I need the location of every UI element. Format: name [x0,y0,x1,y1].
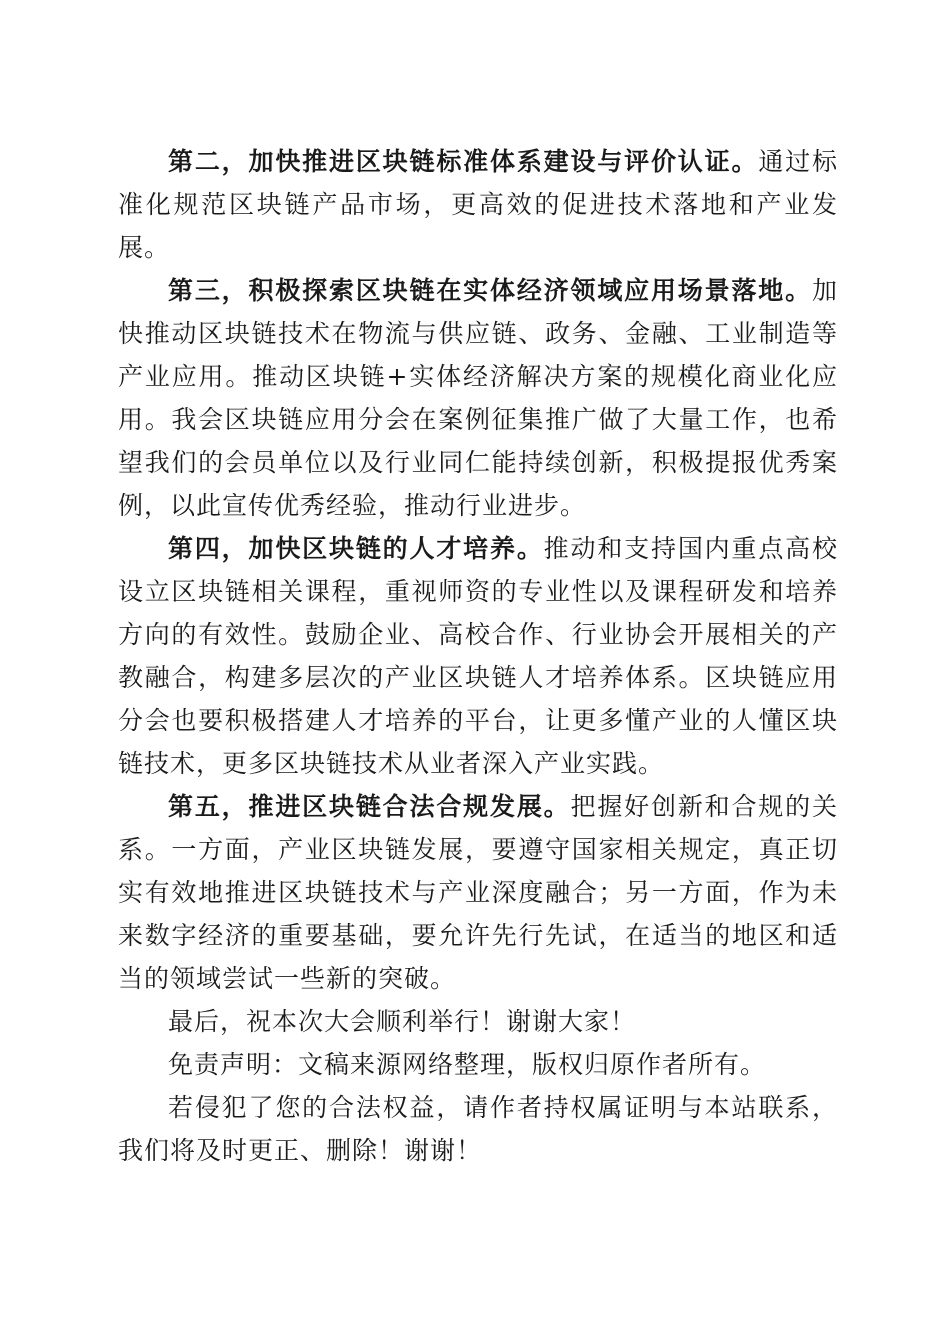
paragraph-closing [118,1000,838,1043]
paragraph-third-point [118,269,838,527]
paragraph-text: 推动和支持国内重点高校设立区块链相关课程，重视师资的专业性以及课程研发和培养方向的有效性。鼓励企业、高校合作、行业协会开展相关的产教融合，构建多层次的产业区块链人才培养体系。区块链应用分会也要积极搭建人才培养的平台，让更多懂产业的人懂区块链技术，更多区块链技术从业者深入产业实践。 [118,534,838,778]
paragraph-text: 免责声明：文稿来源网络整理，版权归原作者所有。 [168,1050,767,1079]
paragraph-text: 把握好创新和合规的关系。一方面，产业区块链发展，要遵守国家相关规定，真正切实有效地推进区块链技术与产业深度融合；另一方面，作为未来数字经济的重要基础，要允许先行先试，在适当的地区和适当的领域尝试一些新的突破。 [118,792,838,993]
paragraph-heading: 第四，加快区块链的人才培养。 [168,534,544,563]
paragraph-heading: 第五，推进区块链合法合规发展。 [168,792,571,821]
paragraph-text: 若侵犯了您的合法权益，请作者持权属证明与本站联系，我们将及时更正、删除！谢谢！ [118,1093,838,1165]
paragraph-disclaimer [118,1043,838,1086]
paragraph-fourth-point [118,527,838,785]
paragraph-second-point [118,140,838,269]
paragraph-text: 通过标准化规范区块链产品市场，更高效的促进技术落地和产业发展。 [118,147,838,262]
paragraph-text: 最后，祝本次大会顺利举行！谢谢大家！ [168,1007,637,1036]
paragraph-fifth-point [118,785,838,1000]
paragraph-heading: 第二，加快推进区块链标准体系建设与评价认证。 [168,147,759,176]
paragraph-infringement-notice [118,1086,838,1172]
paragraph-heading: 第三，积极探索区块链在实体经济领域应用场景落地。 [168,276,812,305]
document-body [118,140,838,1172]
paragraph-text: 加快推动区块链技术在物流与供应链、政务、金融、工业制造等产业应用。推动区块链+实体经济解决方案的规模化商业化应用。我会区块链应用分会在案例征集推广做了大量工作，也希望我们的会员单位以及行业同仁能持续创新，积极提报优秀案例，以此宣传优秀经验，推动行业进步。 [118,276,838,520]
